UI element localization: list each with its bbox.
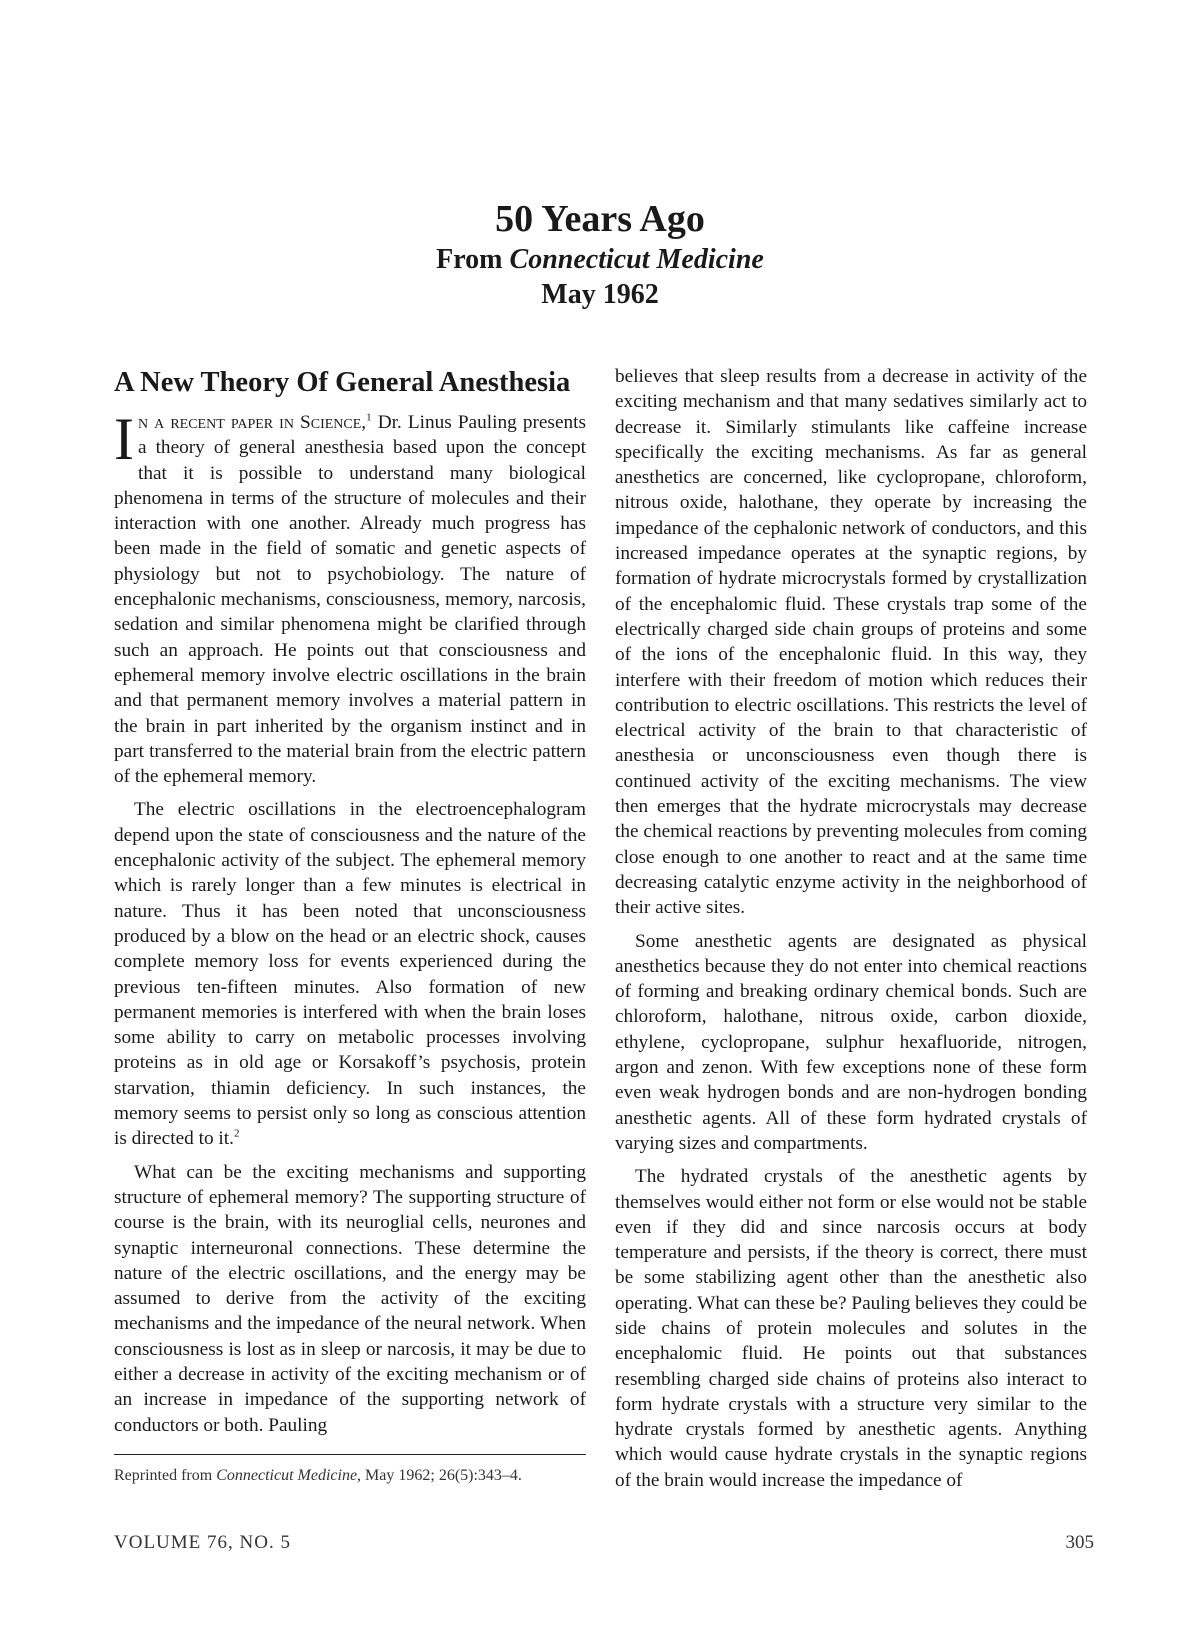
paragraph-4: believes that sleep results from a decrease in activity of the exciting mechanism and that many sedatives similarly act to decrease it. Similarly stimulants like caffeine increase specifically the exciting mechanisms. As far as general anesthetics are concerned, like cyclopropane, chloroform, nitrous oxide, halothane, they operate by increasing the impedance of the cephalonic network of conductors, and this increased impedance operates at the synaptic regions, by formation of hydrate microcrystals formed by crystallization of the encephalomic fluid. These crystals trap some of the electrically charged side chain groups of proteins and some of the ions of the encephalonic fluid. In this way, they interfere with their freedom of motion which reduces their contribution to electric oscillations. This restricts the level of electrical activity of the brain to that characteristic of anesthesia or unconsciousness even though there is continued activity of the exciting mechanisms. The view then emerges that the hydrate microcrystals may decrease the chemical reactions by preventing molecules from coming close enough to one another to react and at the same time decreasing catalytic enzyme activity in the neighborhood of their active sites. xyxy=(615,366,1087,919)
page-header xyxy=(0,196,1200,312)
paragraph-1-text: Dr. Linus Pauling presents a theory of general anesthesia based upon the concept that it is possible to understand many biological phenomena in terms of the structure of molecules and their interaction with one another. Already much progress has been made in the field of somatic and genetic aspects of physiology but not to psychobiology. The nature of encephalonic mechanisms, consciousness, memory, narcosis, sedation and similar phenomena might be clarified through such an approach. He points out that consciousness and ephemeral memory involve electric oscillations in the brain and that permanent memory involves a material pattern in the brain in part inherited by the organism instinct and in part transferred to the material brain from the electric pattern of the ephemeral memory. xyxy=(114,412,586,788)
subtitle-prefix: From xyxy=(436,244,510,275)
page-subtitle xyxy=(0,242,1200,277)
right-column xyxy=(615,364,1087,1501)
page-date: May 1962 xyxy=(541,279,659,310)
paragraph-2 xyxy=(114,797,586,1151)
paragraph-2-text: The electric oscillations in the electroencephalogram depend upon the state of consciousness and the nature of the encephalonic activity of the subject. The ephemeral memory which is rarely longer than a few minutes is electrical in nature. Thus it has been noted that unconsciousness produced by a blow on the head or an electric shock, causes complete memory loss for events experienced during the previous ten-fifteen minutes. Also formation of new permanent memories is interfered with when the brain loses some ability to carry on metabolic processes involving proteins as in old age or Korsakoff’s psychosis, protein starvation, thiamin deficiency. In such instances, the memory seems to persist only so long as conscious attention is directed to it. xyxy=(114,799,586,1150)
footnote xyxy=(114,1466,594,1486)
page-number: 305 xyxy=(1065,1532,1094,1553)
paragraph-5: Some anesthetic agents are designated as physical anesthetics because they do not enter into chemical reactions of forming and breaking ordinary chemical bonds. Such are chloroform, halothane, nitrous oxide, carbon dioxide, ethylene, cyclopropane, sulphur hexafluoride, nitrogen, argon and zenon. With few exceptions none of these form even weak hydrogen bonds and are non-hydrogen bonding anesthetic agents. All of these form hydrated crystals of varying sizes and compartments. xyxy=(615,930,1087,1154)
reference-1: 1 xyxy=(366,411,372,424)
reference-2: 2 xyxy=(233,1127,240,1140)
article-title: A New Theory Of General Anesthesia xyxy=(114,367,571,398)
drop-cap: I xyxy=(114,406,134,472)
volume-info: VOLUME 76, NO. 5 xyxy=(114,1532,291,1553)
footnote-divider xyxy=(114,1454,586,1455)
page-title: 50 Years Ago xyxy=(495,198,705,240)
footnote-journal: Connecticut Medicine xyxy=(216,1467,358,1484)
paragraph-6: The hydrated crystals of the anesthetic agents by themselves would either not form or else would not be stable even if they did and since narcosis occurs at body temperature and persists, if the theory is correct, there must be some stabilizing agent other than the anesthetic also operating. What can these be? Pauling believes they could be side chains of protein molecules and solutes in the encephalomic fluid. He points out that substances resembling charged side chains of proteins also interact to form hydrate crystals with a structure very similar to the hydrate crystals formed by anesthetic agents. Anything which would cause hydrate crystals in the synaptic regions of the brain would increase the impedance of xyxy=(615,1166,1087,1491)
paragraph-1-lead: n a recent paper in Science, xyxy=(137,412,367,433)
paragraph-1 xyxy=(114,406,586,789)
footnote-prefix: Reprinted from xyxy=(114,1467,217,1484)
footnote-suffix: , May 1962; 26(5):343–4. xyxy=(357,1467,522,1484)
left-column xyxy=(114,366,586,1446)
journal-name: Connecticut Medicine xyxy=(509,244,764,275)
paragraph-3: What can be the exciting mechanisms and supporting structure of ephemeral memory? The supporting structure of course is the brain, with its neuroglial cells, neurones and synaptic interneuronal connections. These determine the nature of the electric oscillations, and the energy may be assumed to derive from the activity of the exciting mechanisms and the impedance of the neural network. When consciousness is lost as in sleep or narcosis, it may be due to either a decrease in activity of the exciting mechanism or of an increase in impedance of the supporting network of conductors or both. Pauling xyxy=(114,1161,586,1436)
